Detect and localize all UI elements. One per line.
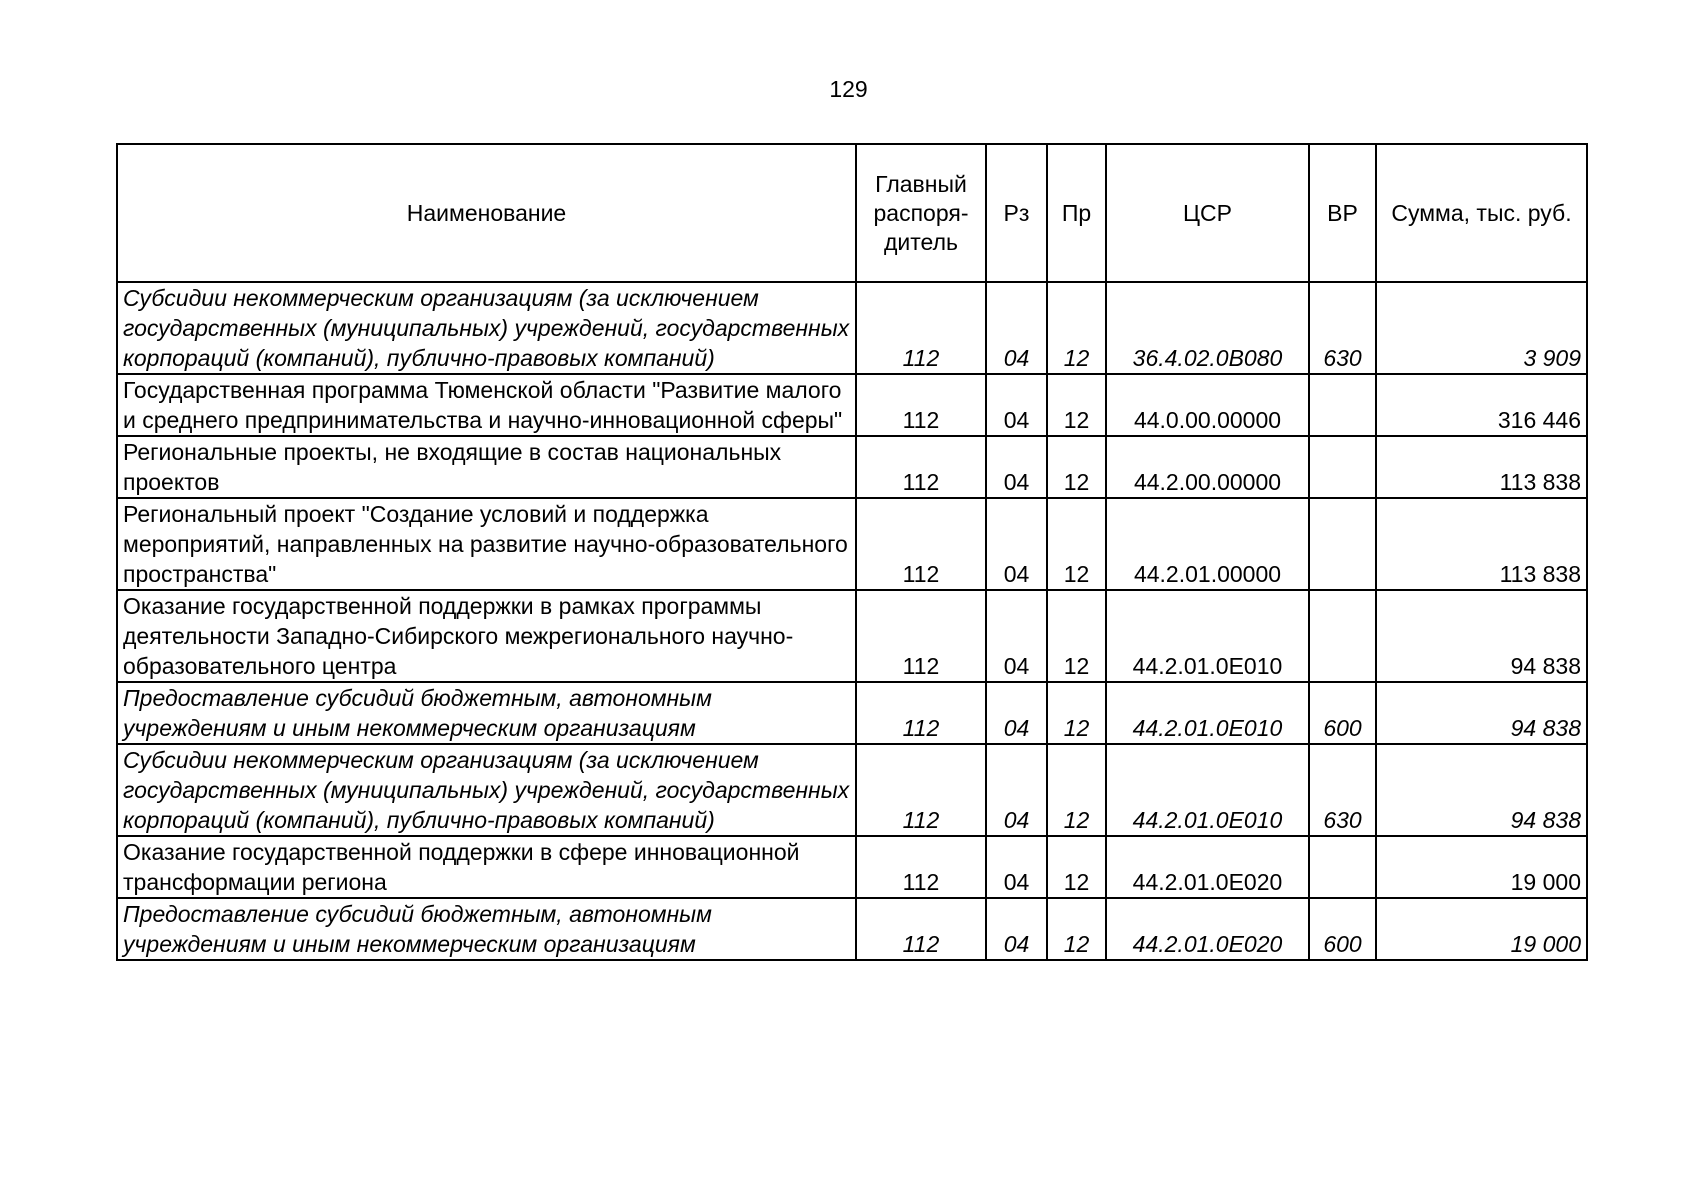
- cell-vr: [1309, 498, 1376, 590]
- cell-rz: 04: [986, 374, 1047, 436]
- table-row: [117, 436, 1587, 498]
- cell-main-manager: 112: [856, 282, 986, 374]
- table-row: [117, 498, 1587, 590]
- cell-sum: 316 446: [1376, 374, 1587, 436]
- cell-rz: 04: [986, 682, 1047, 744]
- cell-pr: 12: [1047, 374, 1106, 436]
- cell-main-manager: 112: [856, 744, 986, 836]
- cell-vr: [1309, 590, 1376, 682]
- cell-sum: 3 909: [1376, 282, 1587, 374]
- table-row: [117, 282, 1587, 374]
- cell-sum: 19 000: [1376, 836, 1587, 898]
- cell-pr: 12: [1047, 282, 1106, 374]
- cell-vr: 630: [1309, 744, 1376, 836]
- cell-pr: 12: [1047, 898, 1106, 960]
- table-row: [117, 682, 1587, 744]
- table-row: [117, 374, 1587, 436]
- cell-name: Региональный проект "Создание условий и поддержка мероприятий, направленных на развитие научно-образовательного пространства": [117, 498, 856, 590]
- cell-rz: 04: [986, 836, 1047, 898]
- cell-pr: 12: [1047, 682, 1106, 744]
- budget-table: [116, 143, 1588, 961]
- cell-name: Предоставление субсидий бюджетным, автономным учреждениям и иным некоммерческим организациям: [117, 898, 856, 960]
- cell-pr: 12: [1047, 436, 1106, 498]
- cell-main-manager: 112: [856, 498, 986, 590]
- header-vr: ВР: [1309, 144, 1376, 282]
- header-csr: ЦСР: [1106, 144, 1309, 282]
- cell-name: Предоставление субсидий бюджетным, автономным учреждениям и иным некоммерческим организациям: [117, 682, 856, 744]
- cell-csr: 44.0.00.00000: [1106, 374, 1309, 436]
- page-number: 129: [829, 76, 868, 102]
- cell-sum: 113 838: [1376, 498, 1587, 590]
- table-row: [117, 744, 1587, 836]
- cell-name: Региональные проекты, не входящие в состав национальных проектов: [117, 436, 856, 498]
- cell-sum: 19 000: [1376, 898, 1587, 960]
- cell-main-manager: 112: [856, 836, 986, 898]
- cell-name: Субсидии некоммерческим организациям (за исключением государственных (муниципальных) учреждений, государственных корпораций (компаний), публично-правовых компаний): [117, 744, 856, 836]
- cell-rz: 04: [986, 498, 1047, 590]
- cell-pr: 12: [1047, 498, 1106, 590]
- cell-main-manager: 112: [856, 436, 986, 498]
- cell-rz: 04: [986, 898, 1047, 960]
- cell-csr: 44.2.01.0Е010: [1106, 682, 1309, 744]
- header-main-manager: Главный распоря-дитель: [856, 144, 986, 282]
- cell-rz: 04: [986, 590, 1047, 682]
- cell-vr: 630: [1309, 282, 1376, 374]
- cell-pr: 12: [1047, 744, 1106, 836]
- cell-vr: [1309, 436, 1376, 498]
- cell-sum: 94 838: [1376, 590, 1587, 682]
- cell-pr: 12: [1047, 836, 1106, 898]
- cell-sum: 94 838: [1376, 682, 1587, 744]
- cell-name: Оказание государственной поддержки в рамках программы деятельности Западно-Сибирского межрегионального научно-образовательного центра: [117, 590, 856, 682]
- cell-vr: 600: [1309, 898, 1376, 960]
- cell-csr: 44.2.01.0Е020: [1106, 898, 1309, 960]
- cell-main-manager: 112: [856, 374, 986, 436]
- header-rz: Рз: [986, 144, 1047, 282]
- cell-sum: 94 838: [1376, 744, 1587, 836]
- header-name: Наименование: [117, 144, 856, 282]
- cell-vr: [1309, 374, 1376, 436]
- cell-csr: 44.2.01.0Е020: [1106, 836, 1309, 898]
- table-row: [117, 836, 1587, 898]
- cell-sum: 113 838: [1376, 436, 1587, 498]
- cell-vr: [1309, 836, 1376, 898]
- cell-name: Субсидии некоммерческим организациям (за исключением государственных (муниципальных) учреждений, государственных корпораций (компаний), публично-правовых компаний): [117, 282, 856, 374]
- cell-rz: 04: [986, 436, 1047, 498]
- cell-vr: 600: [1309, 682, 1376, 744]
- cell-name: Государственная программа Тюменской области "Развитие малого и среднего предпринимательства и научно-инновационной сферы": [117, 374, 856, 436]
- table-row: [117, 590, 1587, 682]
- cell-csr: 44.2.01.0Е010: [1106, 744, 1309, 836]
- cell-main-manager: 112: [856, 898, 986, 960]
- table-row: [117, 898, 1587, 960]
- cell-csr: 36.4.02.0В080: [1106, 282, 1309, 374]
- cell-main-manager: 112: [856, 590, 986, 682]
- cell-rz: 04: [986, 282, 1047, 374]
- cell-pr: 12: [1047, 590, 1106, 682]
- header-pr: Пр: [1047, 144, 1106, 282]
- header-row: [117, 144, 1587, 282]
- cell-rz: 04: [986, 744, 1047, 836]
- cell-csr: 44.2.01.00000: [1106, 498, 1309, 590]
- cell-csr: 44.2.00.00000: [1106, 436, 1309, 498]
- cell-main-manager: 112: [856, 682, 986, 744]
- header-sum: Сумма, тыс. руб.: [1376, 144, 1587, 282]
- cell-csr: 44.2.01.0Е010: [1106, 590, 1309, 682]
- cell-name: Оказание государственной поддержки в сфере инновационной трансформации региона: [117, 836, 856, 898]
